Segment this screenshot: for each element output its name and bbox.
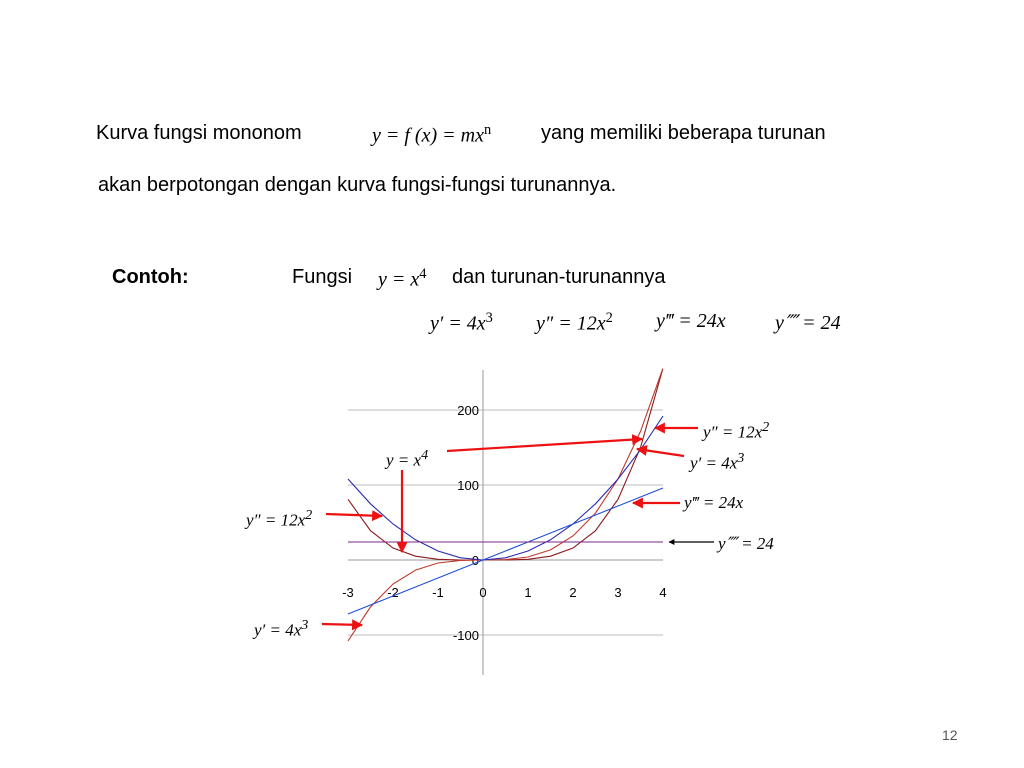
annotation-right-y3-text: y‴ = 24x — [684, 493, 744, 512]
x-tick-label: 0 — [479, 585, 487, 600]
annotation-y-x4-exp: 4 — [421, 447, 429, 463]
x-tick-label: -2 — [387, 585, 399, 600]
annotation-right-y2 — [703, 419, 769, 443]
annotation-y-x4-text: y = x — [386, 450, 422, 470]
intro-line2: akan berpotongan dengan kurva fungsi-fungsi turunannya. — [98, 174, 617, 196]
example-formula-text: y = x — [378, 268, 420, 291]
annotation-right-y3 — [684, 493, 743, 513]
x-tick-label: 1 — [524, 585, 532, 600]
chart-grid — [348, 410, 663, 635]
intro-formula-text: y = f (x) = mx — [372, 124, 484, 147]
x-tick-label: -1 — [432, 585, 444, 600]
example-suffix: dan turunan-turunannya — [452, 266, 666, 288]
example-prefix: Fungsi — [292, 266, 353, 288]
annotation-left-y1-exp: 3 — [301, 617, 309, 633]
y-tick-label: 200 — [457, 403, 479, 418]
x-tick-label: 2 — [569, 585, 577, 600]
y-tick-label: 100 — [457, 478, 479, 493]
annotation-arrow-5 — [637, 449, 684, 456]
intro-line1-suffix: yang memiliki beberapa turunan — [541, 122, 826, 144]
y-tick-label: 0 — [471, 553, 479, 568]
annotation-left-y2-exp: 2 — [305, 507, 313, 523]
annotation-right-y1-text: y′ = 4x — [690, 453, 738, 473]
chart-arrows — [322, 428, 714, 625]
derivative-2-text: y″ = 12x — [536, 312, 606, 335]
intro-line1-prefix: Kurva fungsi mononom — [96, 122, 302, 144]
chart-tick-labels — [342, 403, 666, 643]
example-formula-exp: 4 — [419, 266, 427, 282]
derivative-1-exp: 3 — [485, 310, 493, 326]
x-tick-label: -3 — [342, 585, 354, 600]
chart-axes — [348, 370, 663, 675]
annotation-left-y1 — [254, 617, 308, 641]
annotation-left-y1-text: y′ = 4x — [254, 620, 302, 640]
annotation-y-x4 — [386, 447, 428, 471]
annotation-arrow-2 — [326, 514, 382, 516]
derivative-3-text: y‴ = 24x — [656, 310, 726, 332]
derivative-4-text: y⁗ = 24 — [775, 312, 841, 334]
annotation-arrow-3 — [322, 624, 362, 625]
annotation-right-y4-text: y⁗ = 24 — [718, 534, 774, 553]
derivative-2-exp: 2 — [605, 310, 613, 326]
derivative-1-text: y′ = 4x — [430, 312, 486, 335]
example-label: Contoh: — [112, 266, 189, 288]
annotation-right-y2-exp: 2 — [762, 419, 770, 435]
annotation-right-y1-exp: 3 — [737, 450, 745, 466]
annotation-right-y1 — [690, 450, 744, 474]
annotation-right-y2-text: y″ = 12x — [703, 422, 763, 442]
annotation-right-y4 — [718, 534, 774, 554]
page-number: 12 — [942, 727, 958, 743]
intro-formula-exp: n — [483, 122, 492, 138]
x-tick-label: 4 — [659, 585, 667, 600]
annotation-left-y2 — [246, 507, 312, 531]
annotation-left-y2-text: y″ = 12x — [246, 510, 306, 530]
annotation-arrow-0 — [447, 439, 642, 451]
x-tick-label: 3 — [614, 585, 622, 600]
y-tick-label: -100 — [452, 628, 479, 643]
series-line-2 — [348, 416, 663, 560]
